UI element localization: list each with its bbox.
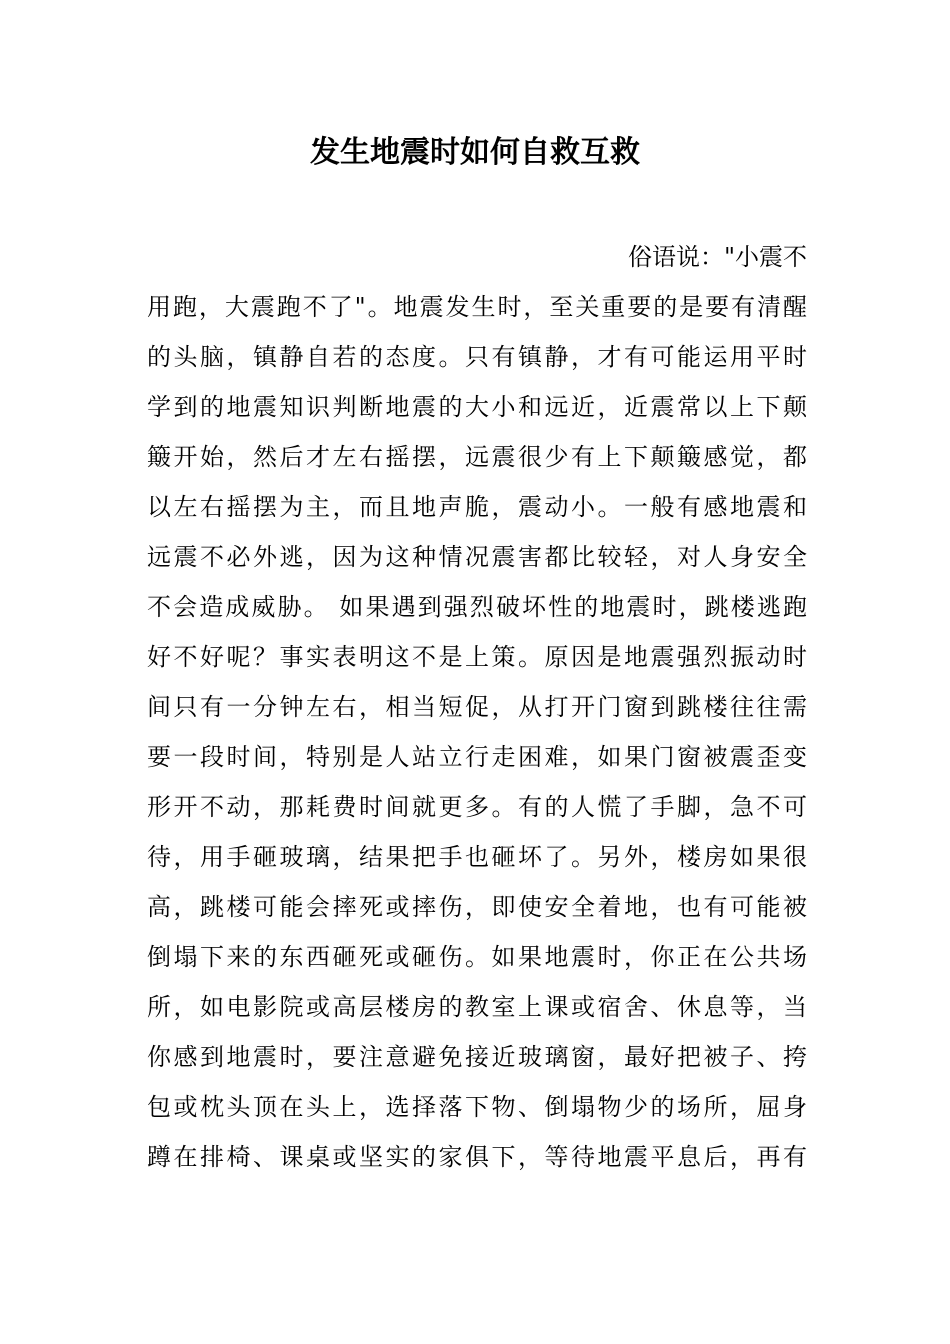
body-line: 的头脑，镇静自若的态度。只有镇静，才有可能运用平时 <box>147 343 807 371</box>
document-title: 发生地震时如何自救互救 <box>310 135 640 170</box>
body-line: 不会造成威胁。 如果遇到强烈破坏性的地震时，跳楼逃跑 <box>147 593 807 621</box>
document-body <box>147 232 807 1182</box>
body-line: 形开不动，那耗费时间就更多。有的人慌了手脚，急不可 <box>147 793 807 821</box>
body-line: 用跑，大震跑不了"。地震发生时，至关重要的是要有清醒 <box>147 293 807 321</box>
body-line: 学到的地震知识判断地震的大小和远近，近震常以上下颠 <box>147 393 807 421</box>
body-line: 所，如电影院或高层楼房的教室上课或宿舍、休息等，当 <box>147 993 807 1021</box>
body-line: 高，跳楼可能会摔死或摔伤，即使安全着地，也有可能被 <box>147 893 807 921</box>
body-line: 远震不必外逃，因为这种情况震害都比较轻，对人身安全 <box>147 543 807 571</box>
body-line: 蹲在排椅、课桌或坚实的家俱下，等待地震平息后，再有 <box>147 1143 807 1171</box>
body-line: 包或枕头顶在头上，选择落下物、倒塌物少的场所，屈身 <box>147 1093 807 1121</box>
body-line: 好不好呢？事实表明这不是上策。原因是地震强烈振动时 <box>147 643 807 671</box>
body-line: 俗语说："小震不 <box>627 243 807 271</box>
body-line: 要一段时间，特别是人站立行走困难，如果门窗被震歪变 <box>147 743 807 771</box>
body-line: 你感到地震时，要注意避免接近玻璃窗，最好把被子、挎 <box>147 1043 807 1071</box>
body-line: 倒塌下来的东西砸死或砸伤。如果地震时，你正在公共场 <box>147 943 807 971</box>
body-line: 以左右摇摆为主，而且地声脆，震动小。一般有感地震和 <box>147 493 807 521</box>
body-line: 间只有一分钟左右，相当短促，从打开门窗到跳楼往往需 <box>147 693 807 721</box>
body-line: 簸开始，然后才左右摇摆，远震很少有上下颠簸感觉，都 <box>147 443 807 471</box>
body-line: 待，用手砸玻璃，结果把手也砸坏了。另外，楼房如果很 <box>147 843 807 871</box>
